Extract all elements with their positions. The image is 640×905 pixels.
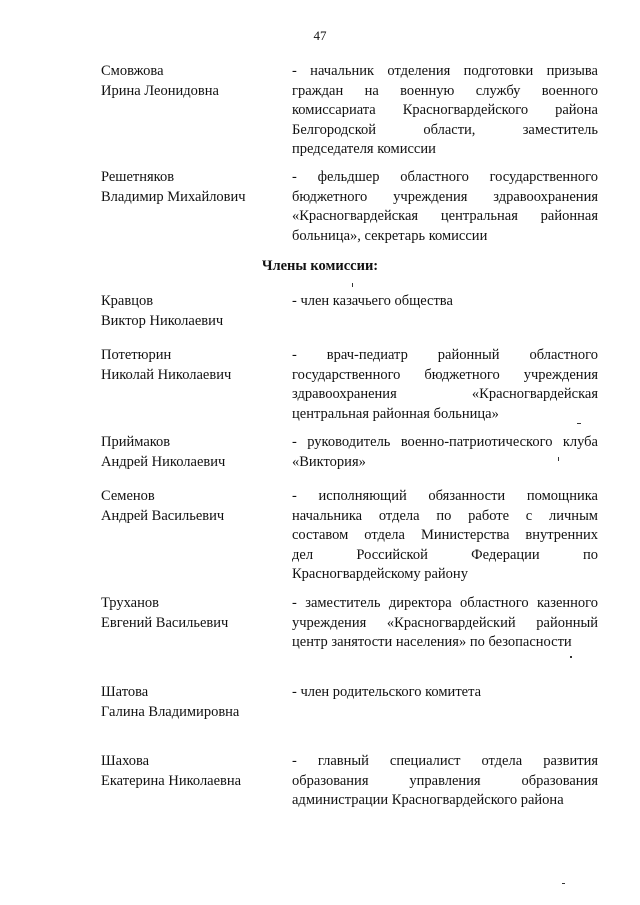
role-line: - начальник отделения подготовки призыва xyxy=(292,63,598,79)
person-name xyxy=(101,683,276,722)
role-line: центральная районная больница» xyxy=(292,405,499,422)
given-names: Николай Николаевич xyxy=(101,366,232,383)
person-name xyxy=(101,62,276,101)
surname: Приймаков xyxy=(101,434,171,450)
role-line: - фельдшер областного государственного xyxy=(292,169,598,185)
members-section-title: Члены комиссии: xyxy=(261,258,379,274)
person-name xyxy=(101,487,276,526)
role-line: Красногвардейскому району xyxy=(292,566,468,583)
role-line: - член казачьего общества xyxy=(292,293,453,309)
surname: Смовжова xyxy=(101,63,164,79)
surname: Потетюрин xyxy=(101,347,172,363)
scan-speck xyxy=(558,457,559,461)
role-line: «Виктория» xyxy=(292,453,366,470)
role-line: составом отдела Министерства внутренних xyxy=(292,527,598,544)
person-name xyxy=(101,292,276,331)
role-line: - член родительского комитета xyxy=(292,684,482,700)
given-names: Евгений Васильевич xyxy=(101,614,229,631)
person-name xyxy=(101,433,276,472)
surname: Труханов xyxy=(101,595,159,611)
role-line: образования управления образования xyxy=(292,772,598,789)
person-role xyxy=(292,168,598,246)
person-role xyxy=(292,346,598,424)
person-role xyxy=(292,594,598,653)
surname: Шатова xyxy=(101,684,149,700)
role-line: граждан на военную службу военного xyxy=(292,82,598,99)
person-role xyxy=(292,752,598,811)
given-names: Галина Владимировна xyxy=(101,703,240,720)
person-name xyxy=(101,752,276,791)
role-line: - заместитель директора областного казенного xyxy=(292,595,598,611)
given-names: Андрей Николаевич xyxy=(101,453,226,470)
given-names: Екатерина Николаевна xyxy=(101,772,242,789)
role-line: председателя комиссии xyxy=(292,141,436,158)
role-line: дел Российской Федерации по xyxy=(292,546,598,563)
role-line: - исполняющий обязанности помощника xyxy=(292,488,598,504)
role-line: - руководитель военно-патриотического клуба xyxy=(292,434,598,450)
scan-speck xyxy=(570,656,572,658)
role-line: больница», секретарь комиссии xyxy=(292,227,488,244)
page-number: 47 xyxy=(313,28,327,43)
role-line: центр занятости населения» по безопасности xyxy=(292,634,572,651)
role-line: комиссариата Красногвардейского района xyxy=(292,102,598,119)
person-role xyxy=(292,292,598,312)
person-name xyxy=(101,346,276,385)
person-role xyxy=(292,62,598,160)
role-line: учреждения «Красногвардейский районный xyxy=(292,614,598,631)
surname: Кравцов xyxy=(101,293,154,309)
given-names: Владимир Михайлович xyxy=(101,188,246,205)
person-role xyxy=(292,433,598,472)
person-role xyxy=(292,487,598,585)
role-line: здравоохранения «Красногвардейская xyxy=(292,386,598,403)
surname: Шахова xyxy=(101,753,150,769)
role-line: администрации Красногвардейского района xyxy=(292,792,564,809)
person-name xyxy=(101,168,276,207)
given-names: Андрей Васильевич xyxy=(101,507,225,524)
role-line: - врач-педиатр районный областного xyxy=(292,347,598,363)
role-line: Белгородской области, заместитель xyxy=(292,121,598,138)
person-role xyxy=(292,683,598,703)
surname: Решетняков xyxy=(101,169,175,185)
role-line: «Красногвардейская центральная районная xyxy=(292,208,598,225)
role-line: бюджетного учреждения здравоохранения xyxy=(292,188,598,205)
scan-speck xyxy=(352,283,353,287)
role-line: государственного бюджетного учреждения xyxy=(292,366,598,383)
surname: Семенов xyxy=(101,488,155,504)
role-line: начальника отдела по работе с личным xyxy=(292,507,598,524)
role-line: - главный специалист отдела развития xyxy=(292,753,598,769)
given-names: Виктор Николаевич xyxy=(101,312,224,329)
scan-speck xyxy=(562,883,565,884)
scan-speck xyxy=(577,423,581,424)
person-name xyxy=(101,594,276,633)
given-names: Ирина Леонидовна xyxy=(101,82,219,99)
